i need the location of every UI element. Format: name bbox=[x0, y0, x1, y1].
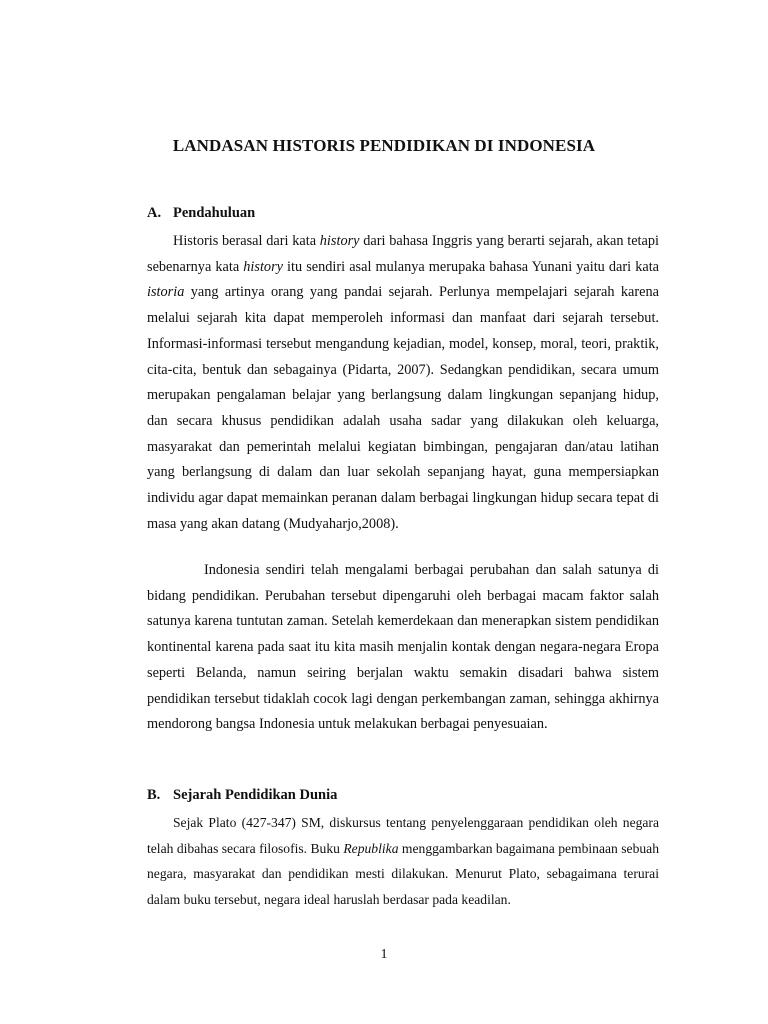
section-a-paragraph-1 bbox=[147, 229, 659, 537]
italic-term: istoria bbox=[147, 284, 185, 301]
page-number: 1 bbox=[380, 947, 388, 962]
section-a-title: Pendahuluan bbox=[173, 205, 256, 221]
section-b-letter: B. bbox=[147, 787, 161, 803]
text-run: Sejak Plato (427-347) SM, diskursus tentang penyelenggaraan pendidikan oleh negara telah dibahas secara filosofis. Buku bbox=[147, 815, 659, 856]
text-run: dari bahasa Inggris yang berarti sejarah, akan tetapi sebenarnya kata bbox=[147, 233, 659, 275]
text-run: yang artinya orang yang pandai sejarah. Perlunya mempelajari sejarah karena melalui sejarah kita dapat memperoleh informasi dan manfaat dari sejarah tersebut. Informasi-informasi tersebut mengandung kejadian, model, konsep, moral, teori, praktik, cita-cita, bentuk dan sebagainya (Pidarta, 2007). Sedangkan pendidikan, secara umum merupakan pengalaman belajar yang berlangsung dalam lingkungan sepanjang hidup, dan secara khusus pendidikan adalah usaha sadar yang dilakukan oleh keluarga, masyarakat dan pemerintah melalui kegiatan bimbingan, pengajaran dan/atau latihan yang berlangsung di dalam dan luar sekolah sepanjang hayat, guna mempersiapkan individu agar dapat memainkan peranan dalam berbagai lingkungan hidup secara tepat di masa yang akan datang (Mudyaharjo,2008). bbox=[147, 284, 659, 532]
italic-term: Republika bbox=[343, 840, 399, 856]
text-run: itu sendiri asal mulanya merupaka bahasa Yunani yaitu dari kata bbox=[282, 258, 660, 275]
section-b-title: Sejarah Pendidikan Dunia bbox=[173, 787, 338, 803]
text-run: menggambarkan bagaimana pembinaan sebuah negara, masyarakat dan pendidikan mesti dilakukan. Menurut Plato, sebagaimana terurai dalam buku tersebut, negara ideal haruslah berdasar pada keadilan. bbox=[147, 840, 659, 908]
section-a-heading bbox=[147, 205, 255, 222]
section-b-heading bbox=[147, 787, 337, 804]
section-a-paragraph-2: Indonesia sendiri telah mengalami berbagai perubahan dan salah satunya di bidang pendidikan. Perubahan tersebut dipengaruhi oleh berbagai macam faktor salah satunya karena tuntutan zaman. Setelah kemerdekaan dan menerapkan sistem pendidikan kontinental karena pada saat itu kita masih menjalin kontak dengan negara-negara Eropa seperti Belanda, namun seiring berjalan waktu semakin disadari bahwa sistem pendidikan tersebut tidaklah cocok lagi dengan perkembangan zaman, sehingga akhirnya mendorong bangsa Indonesia untuk melakukan berbagai penyesuaian. bbox=[147, 562, 659, 733]
document-title: LANDASAN HISTORIS PENDIDIKAN DI INDONESIA bbox=[172, 136, 596, 155]
italic-term: history bbox=[319, 233, 360, 249]
section-b-paragraph-1 bbox=[147, 810, 659, 913]
text-run: Historis berasal dari kata bbox=[173, 233, 320, 249]
section-a-letter: A. bbox=[147, 205, 162, 221]
italic-term: history bbox=[243, 258, 283, 275]
